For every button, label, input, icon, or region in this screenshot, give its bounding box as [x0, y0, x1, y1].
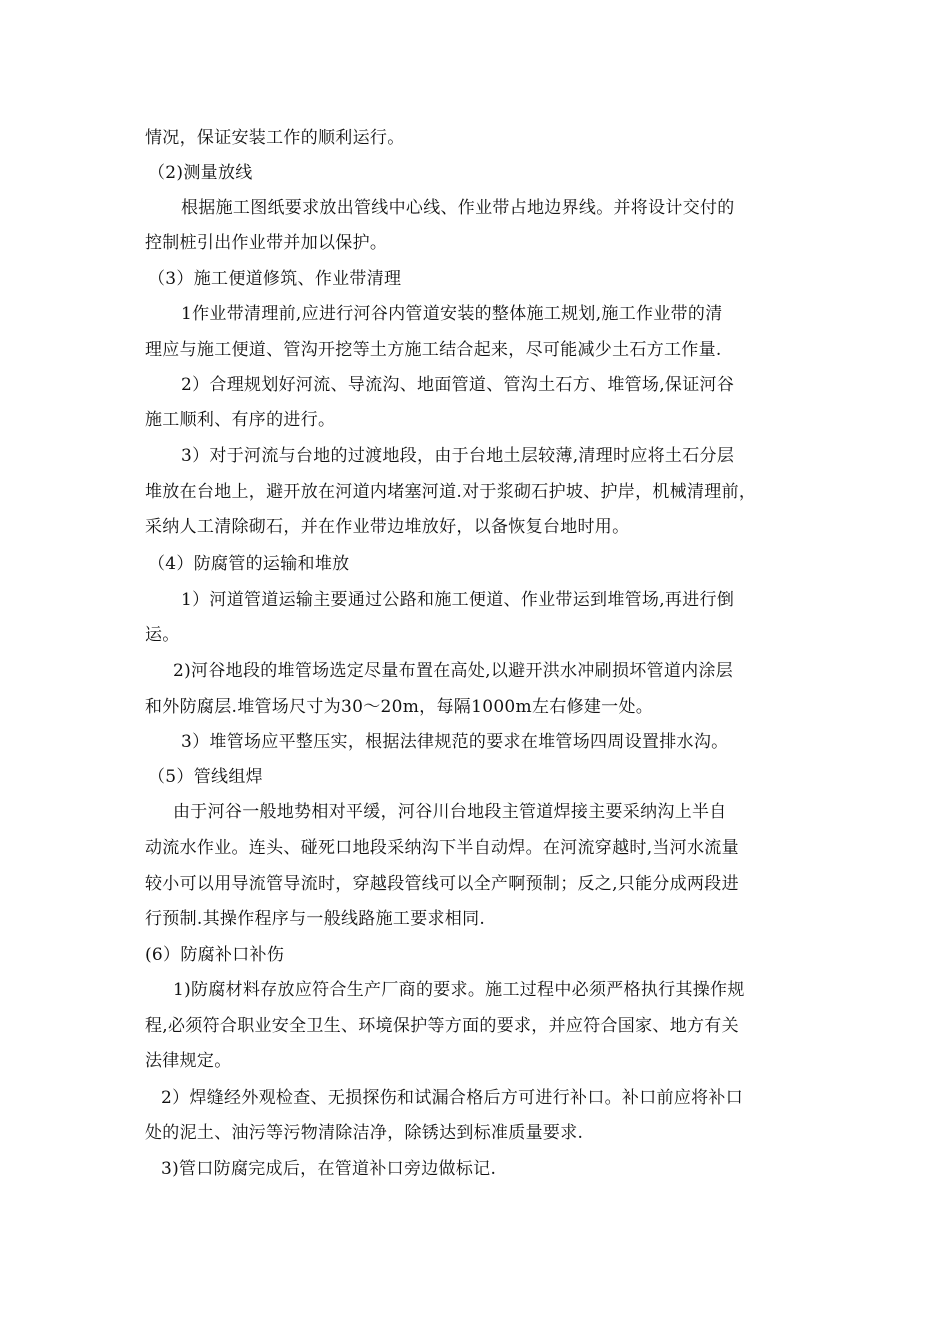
text-line: 2）合理规划好河流、导流沟、地面管道、管沟土石方、堆管场,保证河谷	[181, 375, 735, 395]
text-line: 3）对于河流与台地的过渡地段，由于台地土层较薄,清理时应将土石分层	[181, 446, 735, 466]
section-heading: （2)测量放线	[148, 163, 253, 183]
text-line: 由于河谷一般地势相对平缓，河谷川台地段主管道焊接主要采纳沟上半自	[173, 802, 727, 822]
text-line: 控制桩引出作业带并加以保护。	[145, 233, 388, 253]
text-line: 1作业带清理前,应进行河谷内管道安装的整体施工规划,施工作业带的清	[181, 304, 723, 324]
section-heading: （4）防腐管的运输和堆放	[148, 554, 350, 574]
text-line: 3）堆管场应平整压实，根据法律规范的要求在堆管场四周设置排水沟。	[181, 732, 729, 752]
text-line: 法律规定。	[145, 1051, 232, 1071]
text-line: 行预制.其操作程序与一般线路施工要求相同.	[145, 909, 486, 929]
text-line: 根据施工图纸要求放出管线中心线、作业带占地边界线。并将设计交付的	[181, 198, 735, 218]
text-line: 情况，保证安装工作的顺利运行。	[145, 128, 405, 148]
text-line: 2）焊缝经外观检查、无损探伤和试漏合格后方可进行补口。补口前应将补口	[161, 1088, 744, 1108]
section-heading: （5）管线组焊	[148, 767, 263, 787]
section-heading: (6）防腐补口补伤	[145, 945, 285, 965]
text-line: 理应与施工便道、管沟开挖等土方施工结合起来，尽可能减少土石方工作量.	[145, 340, 722, 360]
text-line: 动流水作业。连头、碰死口地段采纳沟下半自动焊。在河流穿越时,当河水流量	[145, 838, 739, 858]
text-line: 施工顺利、有序的进行。	[145, 410, 336, 430]
text-line: 1)防腐材料存放应符合生产厂商的要求。施工过程中必须严格执行其操作规	[173, 980, 745, 1000]
text-line: 3)管口防腐完成后，在管道补口旁边做标记.	[161, 1159, 497, 1179]
text-line: 采纳人工清除砌石，并在作业带边堆放好，以备恢复台地时用。	[145, 517, 630, 537]
text-line: 较小可以用导流管导流时，穿越段管线可以全产啊预制；反之,只能分成两段进	[145, 874, 739, 894]
text-line: 堆放在台地上，避开放在河道内堵塞河道.对于浆砌石护坡、护岸，机械清理前，	[145, 482, 757, 502]
text-line: 和外防腐层.堆管场尺寸为30～20m，每隔1000m左右修建一处。	[145, 697, 654, 717]
text-line: 1）河道管道运输主要通过公路和施工便道、作业带运到堆管场,再进行倒	[181, 590, 735, 610]
text-line: 2)河谷地段的堆管场选定尽量布置在高处,以避开洪水冲刷损坏管道内涂层	[173, 661, 734, 681]
text-line: 程,必须符合职业安全卫生、环境保护等方面的要求，并应符合国家、地方有关	[145, 1016, 739, 1036]
section-heading: （3）施工便道修筑、作业带清理	[148, 269, 402, 289]
text-line: 运。	[145, 625, 180, 645]
text-line: 处的泥土、油污等污物清除洁净，除锈达到标准质量要求.	[145, 1123, 584, 1143]
